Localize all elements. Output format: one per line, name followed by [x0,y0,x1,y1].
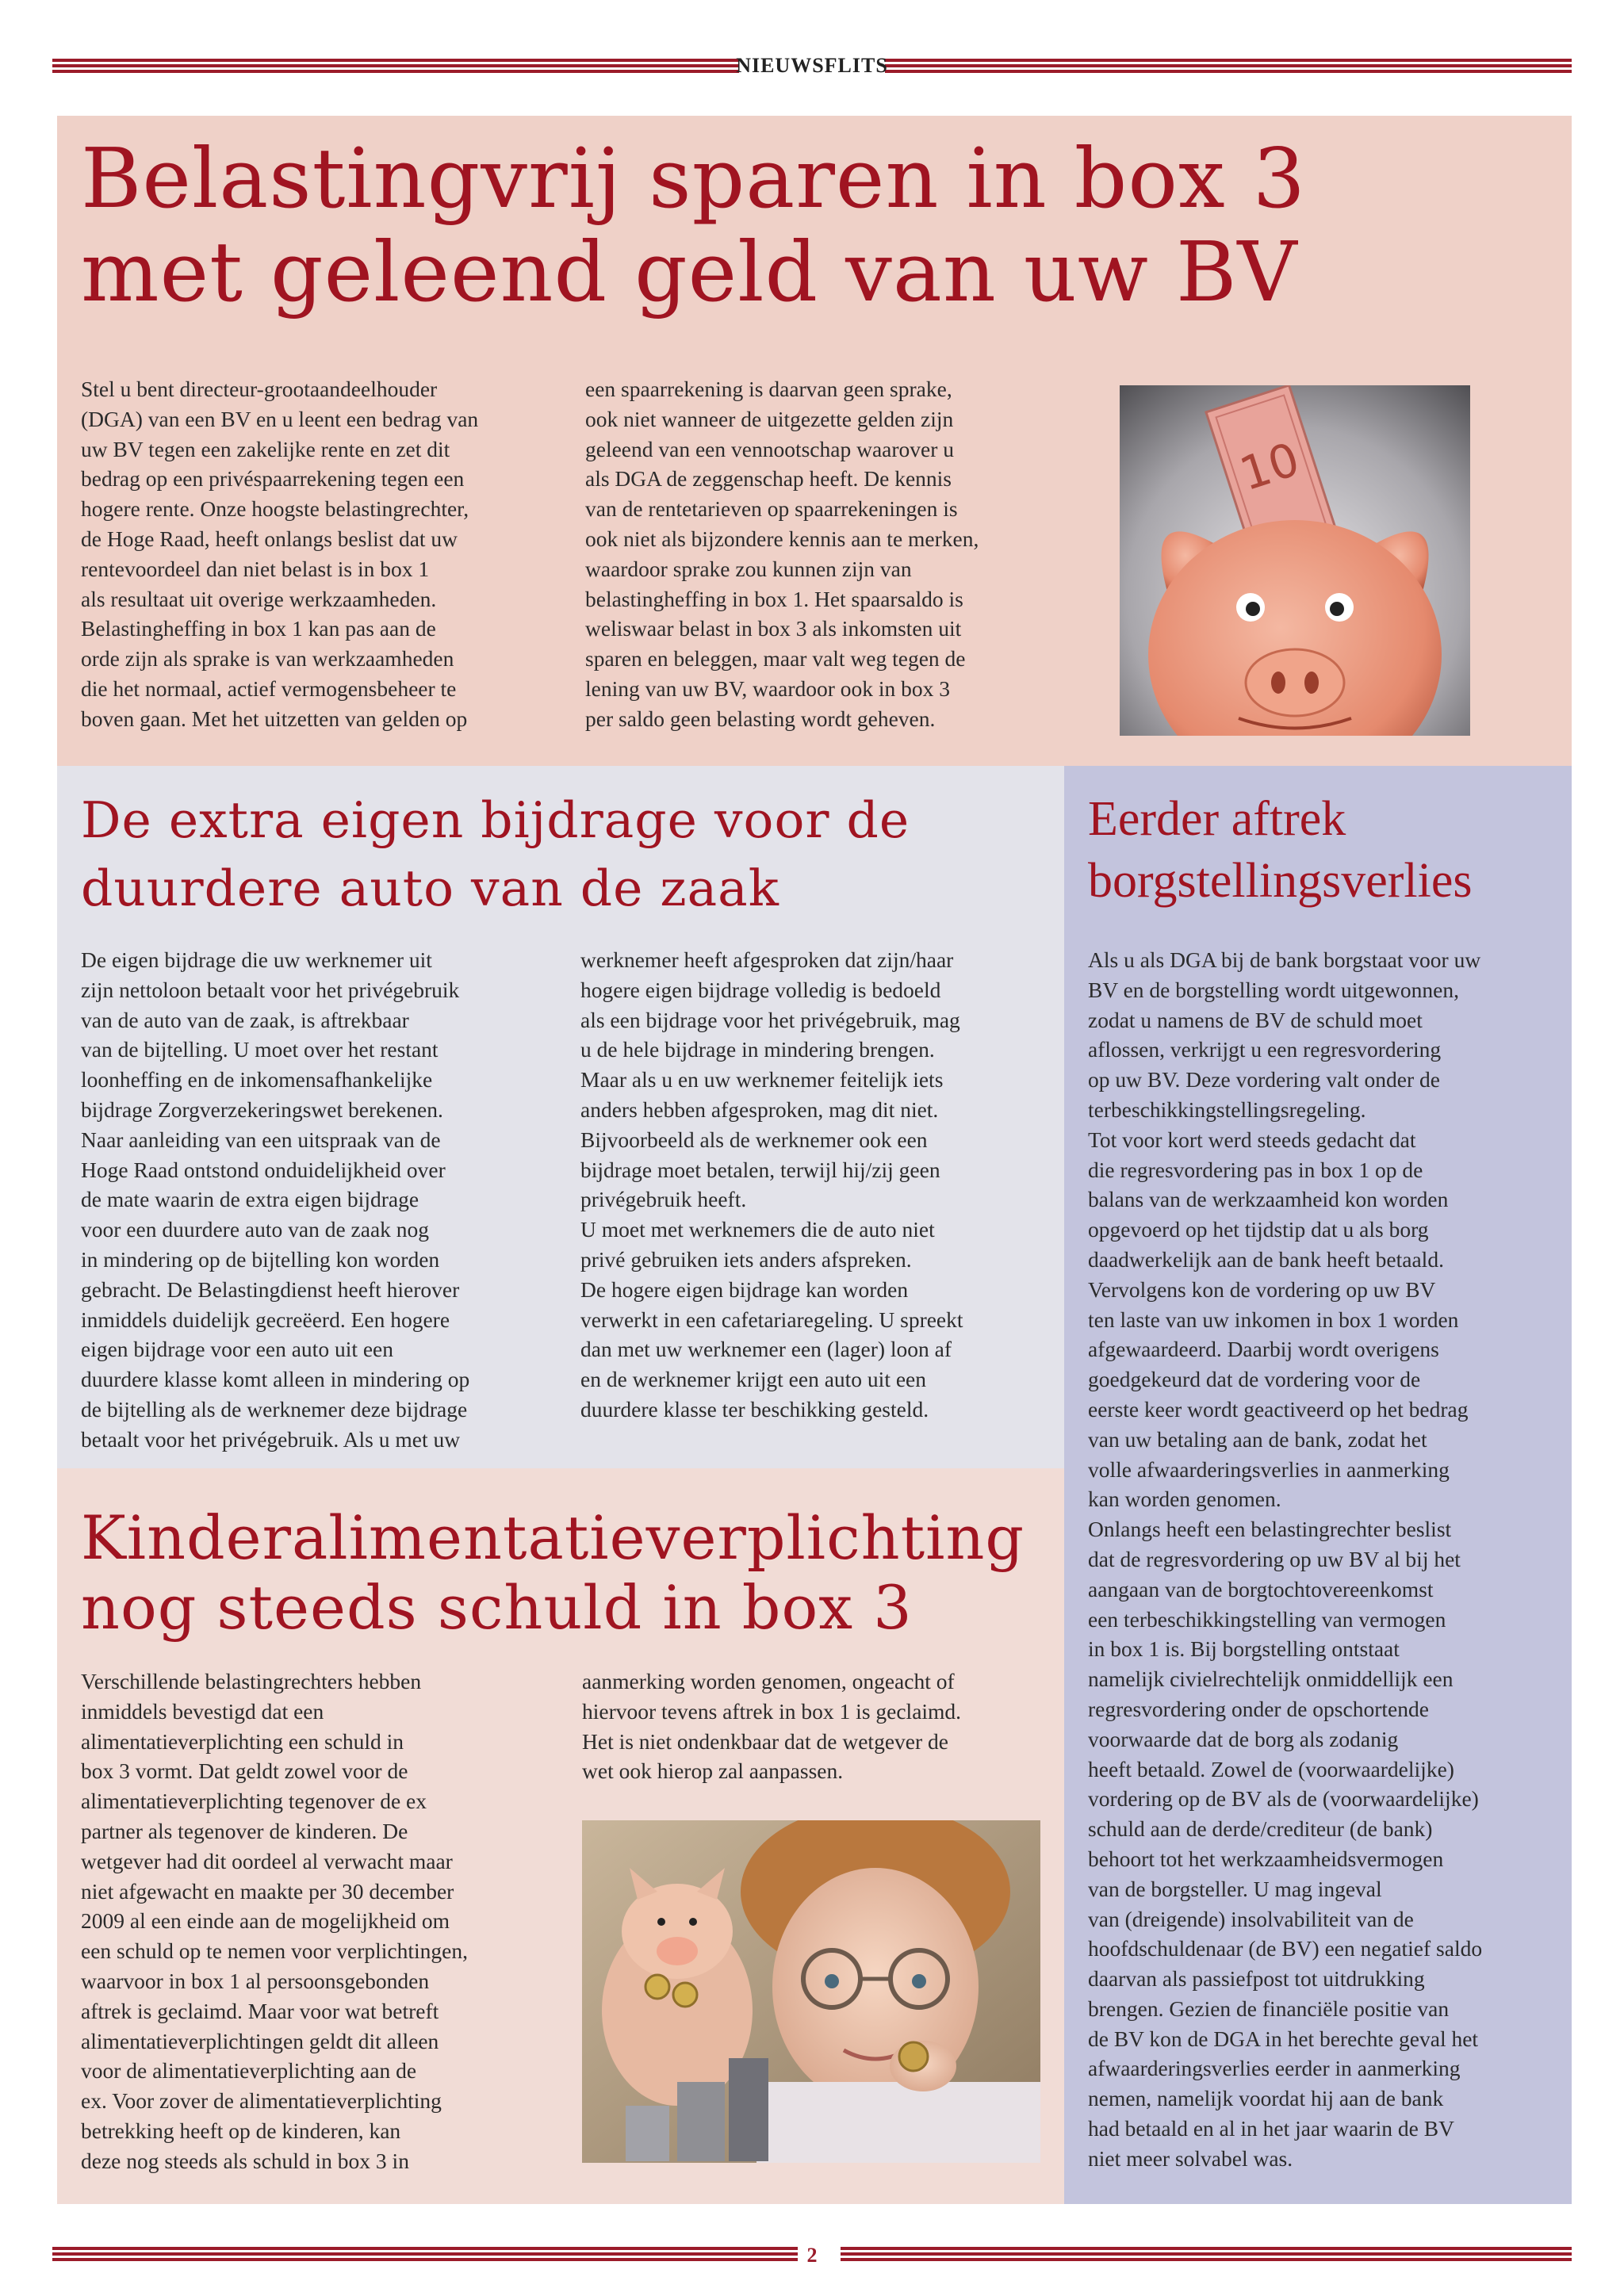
article-car-column-1: De eigen bijdrage die uw werknemer uit zijn nettoloon betaalt voor het privégebruik van de auto van de zaak, is aftrekbaar van de bijtelling. U moet over het restant loonheffing en de inkomensafhankelijke bijdrage Zorgverzekeringswet berekenen. Naar aanleiding van een uitspraak van de Hoge Raad ontstond onduidelijkheid over de mate waarin de extra eigen bijdrage voor een duurdere auto van de zaak nog in mindering op de bijtelling kon worden gebracht. De Belastingdienst heeft hierover inmiddels duidelijk gecreëerd. Een hogere eigen bijdrage voor een auto uit een duurdere klasse komt alleen in mindering op de bijtelling als de werknemer deze bijdrage betaalt voor het privégebruik. Als u met uw [81,947,470,1452]
article-savings-column-2: een spaarrekening is daarvan geen sprake, ook niet wanneer de uitgezette gelden zijn geleend van een vennootschap waarover u als DGA de zeggenschap heeft. De kennis van de rentetarieven op spaarrekeningen is ook niet als bijzondere kennis aan te merken, waardoor sprake zou kunnen zijn van belastingheffing in box 1. Het spaarsaldo is weliswaar belast in box 3 als inkomsten uit sparen en beleggen, maar valt weg tegen de lening van uw BV, waardoor ook in box 3 per saldo geen belasting wordt geheven. [585,377,979,731]
article-savings-title: Belastingvrij sparen in box 3 met geleend geld van uw BV [81,130,1306,320]
article-guarantee-section [1064,766,1572,2204]
article-alimony-section [57,1468,1064,2204]
article-guarantee-title: Eerder aftrek borgstellingsverlies [1088,792,1473,908]
article-alimony-column-2: aanmerking worden genomen, ongeacht of hiervoor tevens aftrek in box 1 is geclaimd. Het is niet ondenkbaar dat de wetgever de wet ook hierop zal aanpassen. [582,1669,962,1784]
piggy-bank-photo [1120,385,1470,736]
article-alimony-title: Kinderalimentatieverplichting nog steeds schuld in box 3 [81,1502,1025,1643]
page-number: 2 [806,2244,818,2267]
article-alimony-column-1: Verschillende belastingrechters hebben inmiddels bevestigd dat een alimentatieverplichting een schuld in box 3 vormt. Dat geldt zowel voor de alimentatieverplichting tegenover de ex partner als tegenover de kinderen. De wetgever had dit oordeel al verwacht maar niet afgewacht en maakte per 30 december 2009 al een einde aan de mogelijkheid om een schuld op te nemen voor verplichtingen, waarvoor in box 1 al persoonsgebonden aftrek is geclaimd. Maar voor wat betreft alimentatieverplichtingen geldt dit alleen voor de alimentatieverplichting aan de ex. Voor zover de alimentatieverplichting betrekking heeft op de kinderen, kan deze nog steeds als schuld in box 3 in [81,1669,468,2173]
article-car-title: De extra eigen bijdrage voor de duurdere auto van de zaak [81,791,910,917]
article-savings-section [57,116,1572,766]
article-savings-column-1: Stel u bent directeur-grootaandeelhouder (DGA) van een BV en u leent een bedrag van uw BV tegen een zakelijke rente en zet dit bedrag op een privéspaarrekening tegen een hogere rente. Onze hoogste belastingrechter, de Hoge Raad, heeft onlangs beslist dat uw rentevoordeel dan niet belast is in box 1 als resultaat uit overige werkzaamheden. Belastingheffing in box 1 kan pas aan de orde zijn als sprake is van werkzaamheden die het normaal, actief vermogensbeheer te boven gaan. Met het uitzetten van gelden op [81,377,479,731]
article-guarantee-body: Als u als DGA bij de bank borgstaat voor uw BV en de borgstelling wordt uitgewonnen, zodat u namens de BV de schuld moet aflossen, verkrijgt u een regresvordering op uw BV. Deze vordering valt onder de terbeschikkingstellingsregeling. Tot voor kort werd steeds gedacht dat die regresvordering pas in box 1 op de balans van de werkzaamheid kon worden opgevoerd op het tijdstip dat u als borg daadwerkelijk aan de bank heeft betaald. Vervolgens kon de vordering op uw BV ten laste van uw inkomen in box 1 worden afgewaardeerd. Daarbij wordt overigens goedgekeurd dat de vordering voor de eerste keer wordt geactiveerd op het bedrag van uw betaling aan de bank, zodat het volle afwaarderingsverlies in aanmerking kan worden genomen. Onlangs heeft een belastingrechter beslist dat de regresvordering op uw BV al bij het aangaan van de borgtochtovereenkomst een terbeschikkingstelling van vermogen in box 1 is. Bij borgstelling ontstaat namelijk civielrechtelijk onmiddellijk een regresvordering onder de opschortende voorwaarde dat de borg als zodanig heeft betaald. Zowel de (voorwaardelijke) vordering op de BV als de (voorwaardelijke) schuld aan de derde/crediteur (de bank) behoort tot het werkzaamheidsvermogen van de borgsteller. U mag ingeval van (dreigende) insolvabiliteit van de hoofdschuldenaar (de BV) een negatief saldo daarvan als passiefpost tot uitdrukking brengen. Gezien de financiële positie van de BV kon de DGA in het berechte geval het afwaarderingsverlies eerder in aanmerking nemen, namelijk voordat hij aan de bank had betaald en al in het jaar waarin de BV niet meer solvabel was. [1088,947,1483,2171]
newsletter-label: NIEUWSFLITS [736,54,888,77]
article-car-section [57,766,1064,1468]
article-car-column-2: werknemer heeft afgesproken dat zijn/haar hogere eigen bijdrage volledig is bedoeld als een bijdrage voor het privégebruik, mag u de hele bijdrage in mindering brengen. Maar als u en uw werknemer feitelijk iets anders hebben afgesproken, mag dit niet. Bijvoorbeeld als de werknemer ook een bijdrage moet betalen, terwijl hij/zij geen privégebruik heeft. U moet met werknemers die de auto niet privé gebruiken iets anders afspreken. De hogere eigen bijdrage kan worden verwerkt in een cafetariaregeling. U spreekt dan met uw werknemer een (lager) loon af en de werknemer krijgt een auto uit een duurdere klasse ter beschikking gesteld. [580,947,963,1422]
child-with-coins-photo [582,1820,1040,2163]
banknote-denomination: 10 [1233,431,1306,502]
